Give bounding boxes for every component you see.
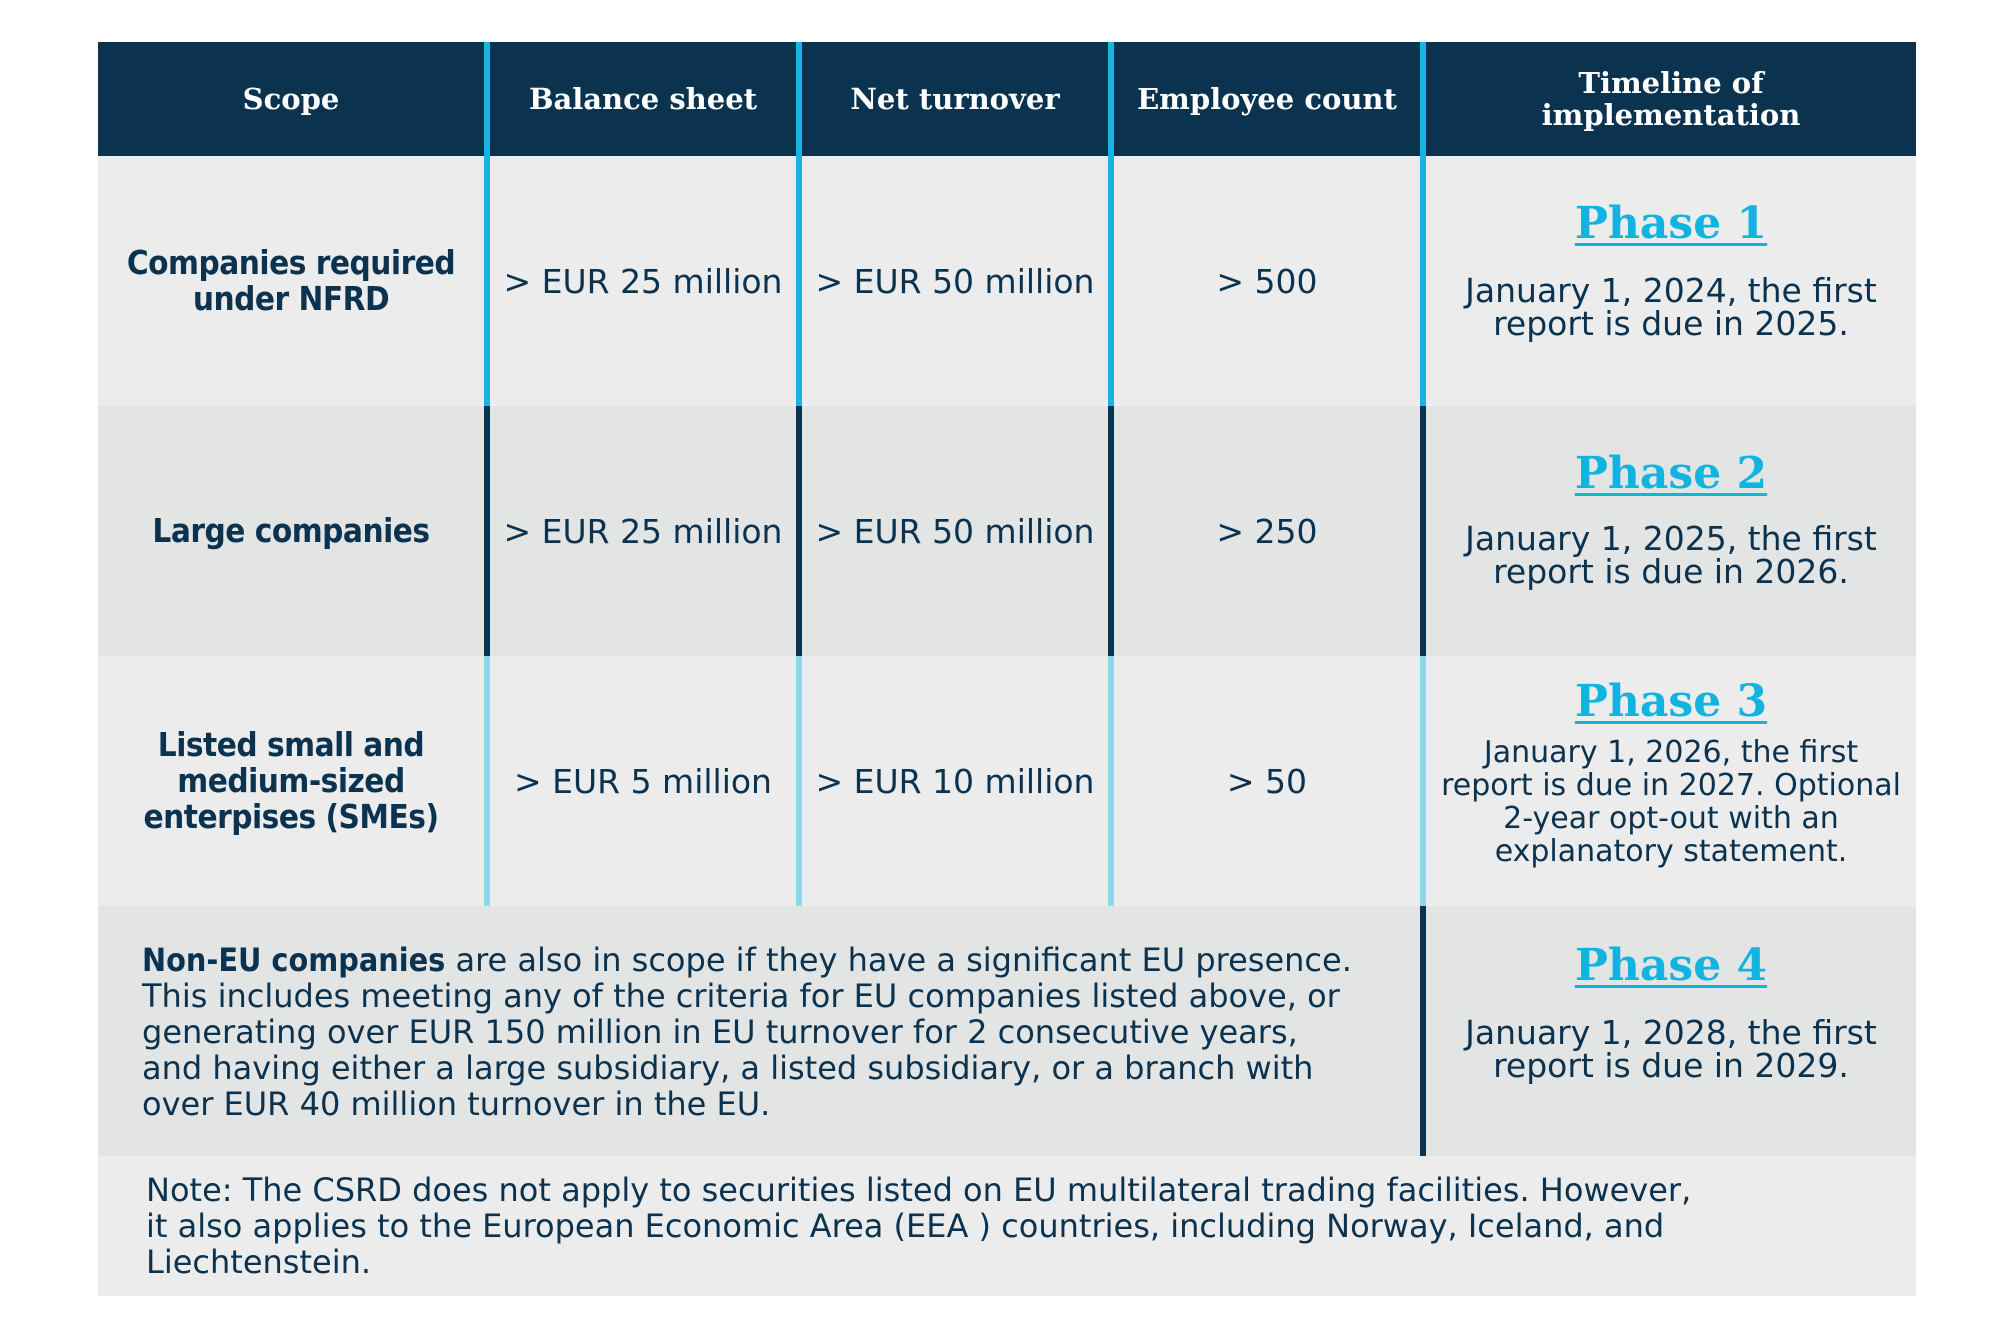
phase-title: Phase 1	[1574, 198, 1768, 249]
employee-count-value: > 250	[1216, 511, 1318, 551]
non-eu-text: and having either a large subsidiary, a listed subsidiary, or a branch with	[142, 1049, 1314, 1087]
timeline-text: report is due in 2026.	[1493, 552, 1849, 591]
phase-title: Phase 4	[1574, 940, 1768, 991]
timeline-text: January 1, 2024, the first	[1465, 271, 1877, 310]
column-divider	[796, 156, 802, 406]
timeline-text: explanatory statement.	[1494, 834, 1848, 869]
header-scope	[98, 42, 484, 156]
balance-sheet-cell	[490, 406, 796, 656]
column-divider	[484, 406, 490, 656]
net-turnover-value: > EUR 50 million	[815, 261, 1095, 301]
scope-cell	[98, 156, 484, 406]
column-divider	[796, 656, 802, 906]
non-eu-description	[142, 942, 1442, 1122]
scope-cell	[98, 656, 484, 906]
table-row-non-eu	[98, 906, 1916, 1156]
table-row	[98, 656, 1916, 906]
header-timeline-line1: Timeline of	[1578, 66, 1764, 100]
timeline-text: report is due in 2029.	[1493, 1046, 1849, 1085]
timeline-text: report is due in 2027. Optional	[1441, 768, 1901, 803]
timeline-text: January 1, 2025, the first	[1465, 519, 1877, 558]
balance-sheet-value: > EUR 5 million	[514, 761, 772, 801]
scope-text: enterpises (SMEs)	[143, 797, 439, 836]
balance-sheet-value: > EUR 25 million	[503, 261, 783, 301]
header-net-turnover	[802, 42, 1108, 156]
column-divider	[1108, 406, 1114, 656]
net-turnover-cell	[802, 406, 1108, 656]
balance-sheet-cell	[490, 156, 796, 406]
net-turnover-cell	[802, 156, 1108, 406]
column-divider	[1420, 156, 1426, 406]
net-turnover-cell	[802, 656, 1108, 906]
timeline-cell	[1426, 656, 1916, 906]
header-timeline	[1426, 42, 1916, 156]
header-balance-sheet-label: Balance sheet	[528, 82, 758, 116]
scope-text: Large companies	[152, 511, 430, 550]
employee-count-cell	[1114, 656, 1420, 906]
note-line: Note: The CSRD does not apply to securities listed on EU multilateral trading facilities. However,	[146, 1171, 1692, 1209]
non-eu-text: over EUR 40 million turnover in the EU.	[142, 1085, 771, 1123]
net-turnover-value: > EUR 50 million	[815, 511, 1095, 551]
employee-count-cell	[1114, 406, 1420, 656]
header-divider	[796, 42, 802, 156]
timeline-text: 2-year opt-out with an	[1503, 801, 1839, 836]
header-scope-label: Scope	[242, 82, 340, 116]
phase-title: Phase 3	[1574, 676, 1768, 727]
non-eu-text: This includes meeting any of the criteria for EU companies listed above, or	[142, 977, 1340, 1015]
note-line: Liechtenstein.	[146, 1243, 372, 1281]
scope-text: Companies required	[126, 243, 456, 282]
header-divider	[484, 42, 490, 156]
header-timeline-line2: implementation	[1541, 98, 1801, 132]
timeline-cell	[1426, 906, 1916, 1156]
column-divider	[1108, 156, 1114, 406]
header-balance-sheet	[490, 42, 796, 156]
header-employee-count-label: Employee count	[1137, 82, 1397, 116]
balance-sheet-value: > EUR 25 million	[503, 511, 783, 551]
scope-text: medium-sized	[177, 761, 405, 800]
timeline-cell	[1426, 406, 1916, 656]
note-text	[146, 1172, 1866, 1280]
header-divider	[1108, 42, 1114, 156]
timeline-text: January 1, 2026, the first	[1483, 735, 1859, 770]
timeline-text: report is due in 2025.	[1493, 304, 1849, 343]
non-eu-text: are also in scope if they have a significant EU presence.	[445, 941, 1352, 979]
scope-text: Listed small and	[157, 725, 425, 764]
employee-count-value: > 50	[1226, 761, 1308, 801]
csrd-scope-table	[98, 42, 1916, 1296]
employee-count-cell	[1114, 156, 1420, 406]
header-employee-count	[1114, 42, 1420, 156]
header-divider	[1420, 42, 1426, 156]
table-row	[98, 156, 1916, 406]
non-eu-bold-label: Non-EU companies	[142, 941, 446, 979]
scope-text: under NFRD	[192, 279, 390, 318]
phase-title: Phase 2	[1574, 448, 1768, 499]
header-net-turnover-label: Net turnover	[850, 82, 1060, 116]
column-divider	[484, 656, 490, 906]
column-divider	[796, 406, 802, 656]
column-divider	[1420, 406, 1426, 656]
table-header	[98, 42, 1916, 156]
timeline-cell	[1426, 156, 1916, 406]
net-turnover-value: > EUR 10 million	[815, 761, 1095, 801]
timeline-text: January 1, 2028, the first	[1465, 1013, 1877, 1052]
employee-count-value: > 500	[1216, 261, 1318, 301]
balance-sheet-cell	[490, 656, 796, 906]
note-line: it also applies to the European Economic Area (EEA ) countries, including Norway, Iceland, and	[146, 1207, 1665, 1245]
column-divider	[1108, 656, 1114, 906]
column-divider	[484, 156, 490, 406]
scope-cell	[98, 406, 484, 656]
column-divider	[1420, 656, 1426, 906]
table-row	[98, 406, 1916, 656]
column-divider	[1420, 906, 1426, 1156]
non-eu-text: generating over EUR 150 million in EU turnover for 2 consecutive years,	[142, 1013, 1298, 1051]
note-row	[98, 1156, 1916, 1296]
